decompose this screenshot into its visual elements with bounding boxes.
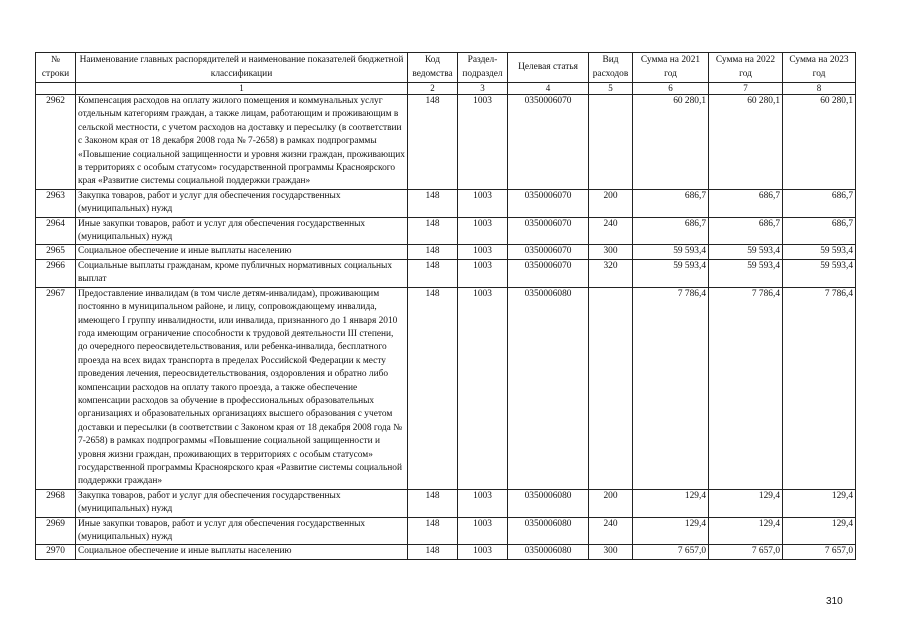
- row-number: 2965: [36, 245, 76, 259]
- row-name: Закупка товаров, работ и услуг для обеспечения государственных (муниципальных) нужд: [76, 489, 408, 517]
- row-expense-kind: 300: [589, 545, 633, 559]
- row-dept-code: 148: [408, 545, 458, 559]
- header-article: Целевая статья: [508, 53, 589, 83]
- row-sum-2021: 59 593,4: [633, 245, 709, 259]
- row-number: 2966: [36, 259, 76, 287]
- row-sum-2021: 686,7: [633, 189, 709, 217]
- row-sum-2021: 129,4: [633, 517, 709, 545]
- row-expense-kind: 200: [589, 189, 633, 217]
- header-sum-2022: Сумма на 2022 год: [709, 53, 783, 83]
- row-number: 2967: [36, 287, 76, 489]
- row-sum-2022: 59 593,4: [709, 259, 783, 287]
- table-row: [36, 189, 856, 217]
- row-section: 1003: [458, 489, 508, 517]
- row-sum-2022: 60 280,1: [709, 95, 783, 190]
- row-number: 2970: [36, 545, 76, 559]
- row-dept-code: 148: [408, 189, 458, 217]
- row-sum-2021: 60 280,1: [633, 95, 709, 190]
- row-expense-kind: [589, 287, 633, 489]
- row-expense-kind: 300: [589, 245, 633, 259]
- row-expense-kind: 200: [589, 489, 633, 517]
- column-number: 5: [589, 83, 633, 95]
- row-sum-2023: 129,4: [783, 517, 856, 545]
- row-dept-code: 148: [408, 245, 458, 259]
- header-dept-code: Код ведомства: [408, 53, 458, 83]
- row-name: Иные закупки товаров, работ и услуг для обеспечения государственных (муниципальных) нужд: [76, 217, 408, 245]
- header-name: Наименование главных распорядителей и наименование показателей бюджетной классификации: [76, 53, 408, 83]
- row-article: 0350006080: [508, 545, 589, 559]
- row-name: Социальные выплаты гражданам, кроме публичных нормативных социальных выплат: [76, 259, 408, 287]
- header-expense-kind: Вид расходов: [589, 53, 633, 83]
- column-number: [36, 83, 76, 95]
- header-row: [36, 53, 856, 83]
- row-section: 1003: [458, 287, 508, 489]
- row-article: 0350006070: [508, 189, 589, 217]
- row-name: Компенсация расходов на оплату жилого помещения и коммунальных услуг отдельным категориям граждан, а также лицам, работающим и проживающим в сельской местности, с учетом расходов на доставку и пересылку (в соответствии с Законом края от 18 декабря 2008 года № 7-2658) в рамках подпрограммы «Повышение социальной защищенности и уровня жизни граждан, проживающих в территориях с особым статусом» государственной программы Красноярского края «Развитие системы социальной поддержки граждан»: [76, 95, 408, 190]
- row-section: 1003: [458, 545, 508, 559]
- column-number: 2: [408, 83, 458, 95]
- row-name: Иные закупки товаров, работ и услуг для обеспечения государственных (муниципальных) нужд: [76, 517, 408, 545]
- row-dept-code: 148: [408, 287, 458, 489]
- column-numbers-row: [36, 83, 856, 95]
- row-dept-code: 148: [408, 259, 458, 287]
- row-sum-2022: 129,4: [709, 517, 783, 545]
- table-row: [36, 489, 856, 517]
- row-section: 1003: [458, 95, 508, 190]
- column-number: 6: [633, 83, 709, 95]
- row-name: Предоставление инвалидам (в том числе детям-инвалидам), проживающим постоянно в муниципальном районе, и лицу, сопровождающему инвалида, имеющего I группу инвалидности, или инвалида, признанного до 1 января 2010 года имеющим ограничение способности к трудовой деятельности III степени, до очередного переосвидетельствования, или ребенка-инвалида, бесплатного проезда на всех видах транспорта в пределах Российской Федерации к месту проведения лечения, переосвидетельствования, оздоровления и обратно либо компенсации расходов на оплату такого проезда, а также обеспечение компенсации расходов за обучение в профессиональных образовательных организациях и образовательных организациях высшего образования с учетом доставки и пересылки (в соответствии с Законом края от 18 декабря 2008 года № 7-2658) в рамках подпрограммы «Повышение социальной защищенности и уровня жизни граждан, проживающих в территориях с особым статусом» государственной программы Красноярского края «Развитие системы социальной поддержки граждан»: [76, 287, 408, 489]
- row-sum-2021: 129,4: [633, 489, 709, 517]
- header-sum-2021: Сумма на 2021 год: [633, 53, 709, 83]
- row-section: 1003: [458, 217, 508, 245]
- table-row: [36, 517, 856, 545]
- row-article: 0350006080: [508, 517, 589, 545]
- row-expense-kind: 320: [589, 259, 633, 287]
- budget-table: [35, 52, 856, 560]
- row-expense-kind: [589, 95, 633, 190]
- header-sum-2023: Сумма на 2023 год: [783, 53, 856, 83]
- row-number: 2968: [36, 489, 76, 517]
- row-dept-code: 148: [408, 489, 458, 517]
- header-section: Раздел-подраздел: [458, 53, 508, 83]
- row-section: 1003: [458, 517, 508, 545]
- row-section: 1003: [458, 259, 508, 287]
- row-sum-2023: 129,4: [783, 489, 856, 517]
- row-sum-2021: 686,7: [633, 217, 709, 245]
- row-sum-2022: 686,7: [709, 189, 783, 217]
- row-sum-2022: 59 593,4: [709, 245, 783, 259]
- row-sum-2023: 59 593,4: [783, 245, 856, 259]
- column-number: 4: [508, 83, 589, 95]
- row-article: 0350006070: [508, 217, 589, 245]
- row-article: 0350006070: [508, 245, 589, 259]
- column-number: 8: [783, 83, 856, 95]
- table-row: [36, 545, 856, 559]
- row-number: 2969: [36, 517, 76, 545]
- row-sum-2021: 7 657,0: [633, 545, 709, 559]
- row-name: Социальное обеспечение и иные выплаты населению: [76, 545, 408, 559]
- row-number: 2964: [36, 217, 76, 245]
- row-article: 0350006080: [508, 287, 589, 489]
- row-sum-2023: 686,7: [783, 217, 856, 245]
- row-sum-2022: 7 657,0: [709, 545, 783, 559]
- row-dept-code: 148: [408, 517, 458, 545]
- row-sum-2023: 59 593,4: [783, 259, 856, 287]
- row-name: Закупка товаров, работ и услуг для обеспечения государственных (муниципальных) нужд: [76, 189, 408, 217]
- row-sum-2023: 686,7: [783, 189, 856, 217]
- row-sum-2021: 59 593,4: [633, 259, 709, 287]
- row-section: 1003: [458, 189, 508, 217]
- row-article: 0350006070: [508, 259, 589, 287]
- row-expense-kind: 240: [589, 517, 633, 545]
- page-number: 310: [826, 596, 843, 607]
- row-article: 0350006080: [508, 489, 589, 517]
- row-section: 1003: [458, 245, 508, 259]
- row-sum-2022: 129,4: [709, 489, 783, 517]
- row-name: Социальное обеспечение и иные выплаты населению: [76, 245, 408, 259]
- row-dept-code: 148: [408, 95, 458, 190]
- column-number: 7: [709, 83, 783, 95]
- table-row: [36, 95, 856, 190]
- row-sum-2021: 7 786,4: [633, 287, 709, 489]
- row-article: 0350006070: [508, 95, 589, 190]
- row-sum-2023: 7 657,0: [783, 545, 856, 559]
- row-sum-2022: 686,7: [709, 217, 783, 245]
- row-sum-2023: 60 280,1: [783, 95, 856, 190]
- header-row-number: № строки: [36, 53, 76, 83]
- table-row: [36, 217, 856, 245]
- table-row: [36, 259, 856, 287]
- row-number: 2962: [36, 95, 76, 190]
- row-dept-code: 148: [408, 217, 458, 245]
- table-row: [36, 287, 856, 489]
- table-row: [36, 245, 856, 259]
- row-expense-kind: 240: [589, 217, 633, 245]
- row-number: 2963: [36, 189, 76, 217]
- column-number: 3: [458, 83, 508, 95]
- row-sum-2022: 7 786,4: [709, 287, 783, 489]
- column-number: 1: [76, 83, 408, 95]
- row-sum-2023: 7 786,4: [783, 287, 856, 489]
